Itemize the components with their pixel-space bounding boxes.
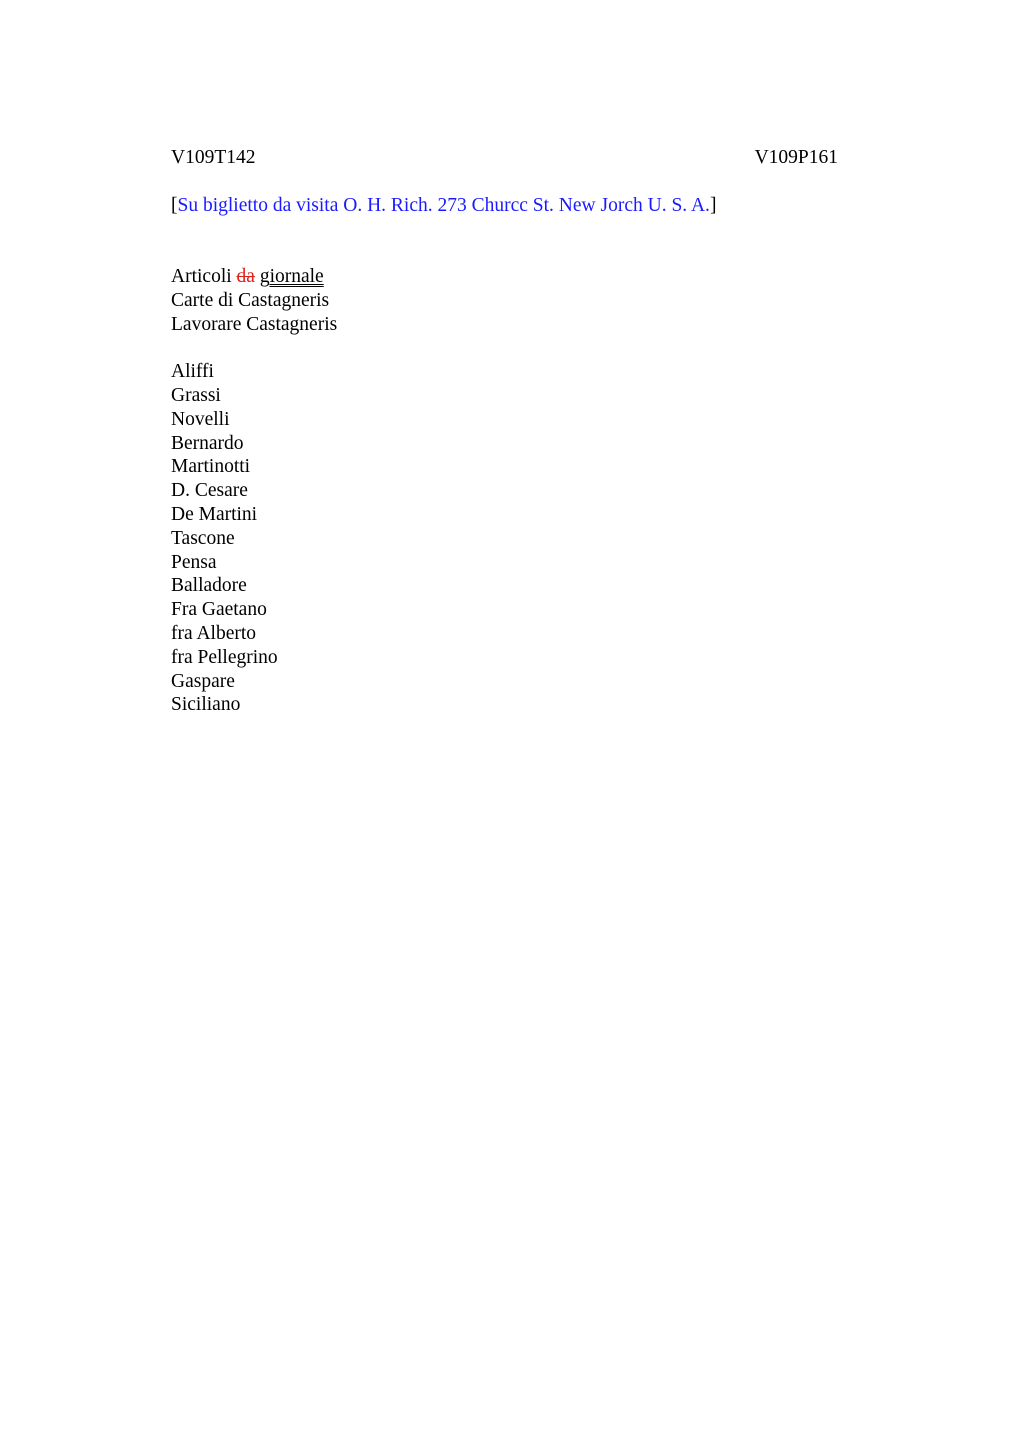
topic-line-carte: Carte di Castagneris: [171, 289, 330, 311]
list-item: Tascone: [171, 527, 235, 549]
editorial-note: [171, 194, 838, 218]
topic-line-lavorare: Lavorare Castagneris: [171, 313, 338, 335]
list-item: Siciliano: [171, 694, 241, 716]
inserted-word: giornale: [259, 266, 324, 287]
note-text: Su biglietto da visita O. H. Rich. 273 Churcc St. New Jorch U. S. A.: [177, 195, 710, 216]
list-item: D. Cesare: [171, 480, 248, 502]
list-item: Grassi: [171, 384, 221, 406]
topic-line-articoli: [171, 265, 838, 289]
note-close-bracket: ]: [709, 195, 717, 216]
topic-prefix: Articoli: [171, 266, 232, 287]
list-item: Pensa: [171, 551, 217, 573]
topics-list: [171, 265, 838, 336]
list-item: Balladore: [171, 575, 247, 597]
list-item: Bernardo: [171, 432, 244, 454]
list-item: Gaspare: [171, 670, 235, 692]
names-list: [171, 360, 838, 717]
list-item: Aliffi: [171, 361, 214, 383]
note-open-bracket: [: [171, 195, 178, 216]
list-item: Martinotti: [171, 456, 251, 478]
list-item: De Martini: [171, 503, 258, 525]
document-page: [171, 146, 838, 717]
list-item: Novelli: [171, 408, 230, 430]
list-item: fra Pellegrino: [171, 646, 278, 668]
left-reference-code: V109T142: [171, 147, 256, 168]
deleted-word: da: [236, 266, 255, 287]
list-item: Fra Gaetano: [171, 599, 267, 621]
right-reference-code: V109P161: [754, 147, 838, 168]
reference-header: [171, 146, 838, 170]
list-item: fra Alberto: [171, 622, 257, 644]
